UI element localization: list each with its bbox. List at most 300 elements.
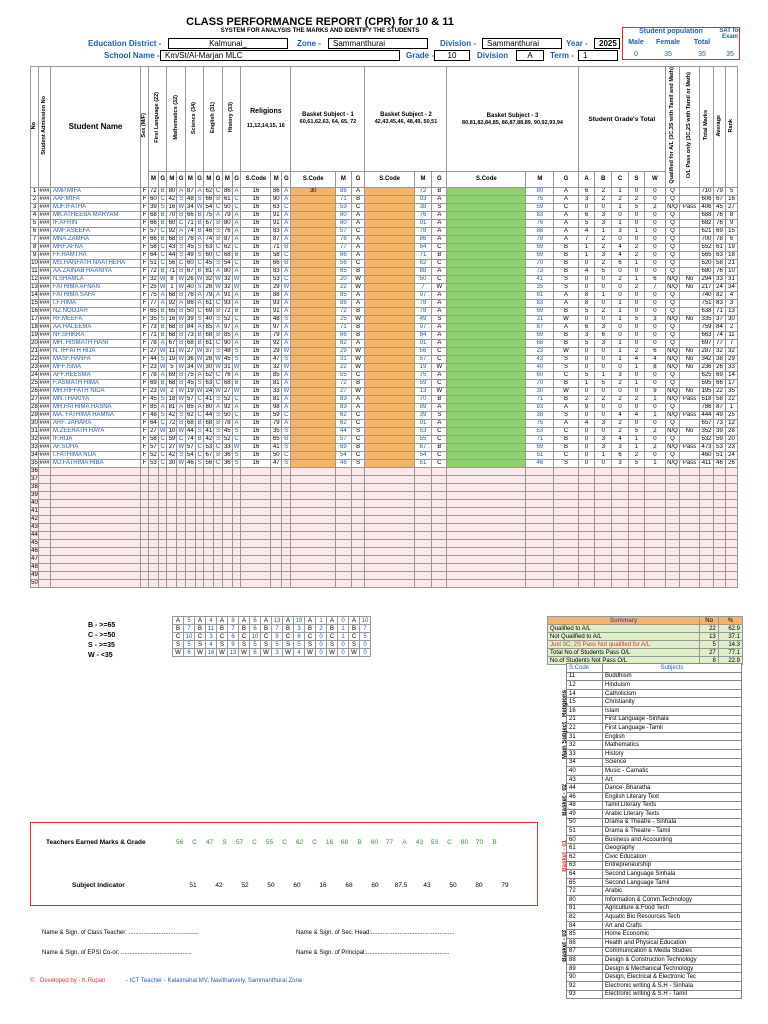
subject-code: 34 bbox=[567, 758, 603, 767]
cell: 67 bbox=[168, 339, 176, 346]
cell: C bbox=[554, 427, 578, 435]
cell bbox=[700, 515, 714, 523]
cell bbox=[526, 539, 554, 547]
subject-name: Electronic writing & S.H - Sinhala bbox=[602, 981, 741, 990]
cell: 287 bbox=[701, 347, 712, 354]
cell bbox=[554, 531, 578, 539]
cell: 460 bbox=[701, 451, 712, 458]
cell bbox=[195, 467, 204, 475]
cell: 0 bbox=[644, 451, 665, 459]
cell: 78 bbox=[526, 235, 554, 243]
cell bbox=[612, 571, 629, 579]
cell: 22 bbox=[335, 363, 351, 371]
cell: F bbox=[141, 427, 149, 435]
cell: 68 bbox=[223, 379, 231, 386]
subject-row bbox=[567, 896, 742, 905]
cell bbox=[365, 291, 414, 299]
cell: F bbox=[141, 291, 149, 299]
cell: A bbox=[432, 219, 447, 227]
cell: 58 bbox=[272, 251, 280, 258]
cell: 10 bbox=[168, 427, 176, 434]
cell: 411 bbox=[700, 459, 714, 467]
cell: Pass bbox=[680, 459, 700, 467]
cell: C bbox=[432, 379, 447, 387]
cell bbox=[628, 571, 644, 579]
cell: 35 bbox=[526, 283, 554, 291]
cell: 56 bbox=[168, 259, 176, 266]
cell: 65 bbox=[335, 267, 351, 275]
cell bbox=[204, 515, 214, 523]
cell bbox=[351, 531, 365, 539]
cell bbox=[167, 555, 177, 563]
cell bbox=[351, 571, 365, 579]
cell bbox=[644, 579, 665, 587]
cell bbox=[158, 547, 167, 555]
cell: 85 bbox=[205, 323, 213, 330]
cell bbox=[414, 523, 431, 531]
cell: W bbox=[178, 427, 184, 434]
cell: B bbox=[195, 211, 204, 219]
dist-cell: B bbox=[173, 625, 184, 633]
indicator-label: Subject Indicator bbox=[72, 882, 125, 889]
cell bbox=[214, 523, 223, 531]
cell: 0 bbox=[578, 435, 595, 443]
cell bbox=[526, 499, 554, 507]
cell: Q bbox=[666, 187, 680, 195]
cell: A bbox=[554, 187, 578, 195]
year-field[interactable]: 2025 bbox=[594, 38, 620, 49]
table-row bbox=[31, 315, 738, 323]
cell bbox=[222, 491, 232, 499]
cell bbox=[666, 531, 680, 539]
cell bbox=[680, 187, 700, 195]
cell: B bbox=[177, 323, 186, 331]
cell: S bbox=[432, 315, 447, 323]
subject-code: 11 bbox=[567, 672, 603, 681]
grade-field[interactable]: 10 bbox=[434, 50, 470, 61]
cell bbox=[204, 539, 214, 547]
cell: 1 bbox=[595, 371, 612, 379]
cell: 0 bbox=[644, 195, 665, 203]
cell bbox=[195, 579, 204, 587]
cell: 5 bbox=[595, 379, 612, 387]
cell: 70 bbox=[168, 211, 176, 218]
cell: 14 bbox=[726, 371, 738, 379]
cell: 27 bbox=[726, 203, 738, 211]
cell: 5 bbox=[578, 339, 595, 347]
sign-class-teacher: Name & Sign. of Class Teacher: .......................................... bbox=[42, 930, 199, 936]
subject-name: Arabic Literary Texts bbox=[602, 810, 741, 819]
cell: 78 bbox=[714, 235, 726, 243]
cell: 40 bbox=[205, 315, 213, 322]
cell: 236 bbox=[701, 363, 712, 370]
cell: S bbox=[554, 355, 578, 363]
cell bbox=[700, 523, 714, 531]
subject-row bbox=[567, 835, 742, 844]
cell: 1 bbox=[644, 395, 665, 403]
cell bbox=[447, 243, 526, 251]
cell: 68 bbox=[168, 379, 176, 386]
subject-row bbox=[567, 801, 742, 810]
cell: 26 bbox=[205, 355, 213, 362]
cell: A bbox=[282, 211, 291, 219]
cell bbox=[167, 563, 177, 571]
cell bbox=[447, 307, 526, 315]
cell: 91 bbox=[272, 211, 280, 218]
cell: 53 bbox=[205, 443, 213, 450]
cell: 2 bbox=[628, 451, 644, 459]
cell: 37 bbox=[31, 475, 38, 482]
cell bbox=[666, 539, 680, 547]
report-subtitle: SYSTEM FOR ANALYSIS THE MARKS AND IDENTIFY THE STUDENTS bbox=[220, 28, 420, 34]
dist-cell: 5 bbox=[184, 617, 195, 625]
cell: Q bbox=[666, 195, 680, 203]
subject-row bbox=[567, 689, 742, 698]
cell: 86 bbox=[187, 299, 194, 306]
cell: B bbox=[554, 259, 578, 267]
division-field[interactable]: Sammanthurai bbox=[482, 38, 562, 49]
cell: W bbox=[351, 315, 365, 323]
cell bbox=[447, 395, 526, 403]
cell: B bbox=[195, 267, 204, 275]
indicator-value: 51 bbox=[189, 882, 197, 889]
subhead-m-17: M bbox=[414, 172, 431, 187]
cell: 79 bbox=[272, 331, 280, 338]
cell bbox=[680, 307, 700, 315]
cell: 520 bbox=[701, 259, 712, 266]
cell: 39 bbox=[187, 315, 194, 322]
cell: I.FATHIMA NIJA bbox=[51, 451, 141, 459]
cell: 75 bbox=[187, 371, 194, 378]
cell bbox=[700, 491, 714, 499]
cell bbox=[351, 507, 365, 515]
cell bbox=[291, 371, 336, 379]
cell: 47 bbox=[272, 355, 280, 362]
cell bbox=[351, 547, 365, 555]
cell: W bbox=[215, 387, 221, 394]
cell: 53 bbox=[526, 427, 554, 435]
cell bbox=[291, 347, 336, 355]
cell bbox=[271, 563, 282, 571]
cell bbox=[414, 539, 431, 547]
cell bbox=[666, 547, 680, 555]
cell: S bbox=[232, 355, 241, 363]
cell bbox=[680, 403, 700, 411]
cell bbox=[185, 515, 195, 523]
cell bbox=[51, 499, 141, 507]
cell: F bbox=[141, 275, 149, 283]
cell bbox=[141, 499, 149, 507]
cell: F bbox=[141, 187, 149, 195]
cell: 740 bbox=[701, 291, 712, 298]
cell: 0 bbox=[612, 403, 629, 411]
cell: A bbox=[214, 291, 223, 299]
dist-cell: A bbox=[173, 617, 184, 625]
cell: C bbox=[177, 259, 186, 267]
cell bbox=[680, 547, 700, 555]
subject-code: 22 bbox=[567, 724, 603, 733]
subject-code: 32 bbox=[567, 741, 603, 750]
cell: A bbox=[195, 371, 204, 379]
cell: 90 bbox=[223, 339, 231, 346]
cell: W bbox=[351, 355, 365, 363]
cell: 55 bbox=[335, 371, 351, 379]
col-pass: O/L Pass only (3C,2S with Tamil or Math) bbox=[686, 72, 692, 179]
cell: 16 bbox=[241, 315, 271, 323]
cell: A bbox=[432, 331, 447, 339]
cell: 73 bbox=[150, 323, 157, 330]
cell: B bbox=[214, 419, 223, 427]
cell: MFF.ISMA bbox=[51, 363, 141, 371]
cell: S bbox=[158, 203, 167, 211]
cell: 3 bbox=[612, 227, 629, 235]
dist-cell: S bbox=[217, 641, 228, 649]
cell: S bbox=[158, 411, 167, 419]
subject-name: First Language -Sinhala bbox=[602, 715, 741, 724]
table-row bbox=[31, 323, 738, 331]
dist-cell: C bbox=[195, 633, 206, 641]
cell bbox=[578, 499, 595, 507]
cell bbox=[700, 499, 714, 507]
cell bbox=[291, 555, 336, 563]
cell: 59 bbox=[414, 379, 431, 387]
cell: 83 bbox=[714, 299, 726, 307]
cell: 16 bbox=[241, 355, 271, 363]
cell: 91 bbox=[414, 219, 431, 227]
developer-info: - ICT Teacher - Kalaimahal MV, Navithanvely, Sammanthurai Zone bbox=[126, 978, 303, 984]
cell: A bbox=[554, 291, 578, 299]
cell: 759 bbox=[701, 323, 712, 330]
cell: 16 bbox=[241, 403, 271, 411]
cell: 5 bbox=[578, 307, 595, 315]
dist-cell: B bbox=[217, 625, 228, 633]
cell bbox=[526, 571, 554, 579]
cell: B bbox=[177, 371, 186, 379]
cell: ### bbox=[39, 459, 50, 466]
cell: ### bbox=[39, 307, 50, 314]
cell: C bbox=[351, 451, 365, 459]
cell: 39 bbox=[414, 411, 431, 419]
cell: 71 bbox=[714, 307, 726, 315]
cell: 2 bbox=[644, 427, 665, 435]
term-field[interactable]: 1 bbox=[578, 50, 618, 61]
cell: 76 bbox=[714, 219, 726, 227]
cell: 0 bbox=[578, 427, 595, 435]
cell: 75 bbox=[205, 211, 213, 218]
cell bbox=[595, 507, 612, 515]
cell bbox=[335, 475, 351, 483]
cell: 16 bbox=[241, 235, 271, 243]
school-field[interactable]: Km/St/Al-Marjan MLC bbox=[160, 50, 400, 61]
cell: 2 bbox=[578, 395, 595, 403]
cell: 6 bbox=[726, 235, 738, 243]
col-sex: Sex (M/F) bbox=[141, 113, 147, 138]
cell: S bbox=[282, 355, 291, 363]
teacher-value: 62 bbox=[295, 839, 304, 846]
dist-cell: 10 bbox=[184, 633, 195, 641]
cell bbox=[158, 475, 167, 483]
cell bbox=[526, 515, 554, 523]
cell: B bbox=[158, 323, 167, 331]
cell bbox=[666, 571, 680, 579]
cell: 6 bbox=[612, 259, 629, 267]
cell: S bbox=[214, 315, 223, 323]
cell: A bbox=[232, 187, 241, 195]
cell: 682 bbox=[701, 219, 712, 226]
zone-field[interactable]: Sammanthurai bbox=[328, 38, 428, 49]
term-label: Term - bbox=[550, 51, 574, 60]
cell: 0 bbox=[595, 427, 612, 435]
cell: 66 bbox=[205, 195, 213, 202]
division2-field[interactable]: A bbox=[516, 50, 544, 61]
cell: ### bbox=[39, 251, 50, 258]
cell bbox=[700, 571, 714, 579]
subject-code: 86 bbox=[567, 939, 603, 948]
cell bbox=[714, 579, 726, 587]
cell bbox=[612, 579, 629, 587]
cell: 195 bbox=[701, 387, 712, 394]
cell bbox=[526, 523, 554, 531]
cell bbox=[204, 547, 214, 555]
cell bbox=[195, 483, 204, 491]
table-row bbox=[31, 219, 738, 227]
cell bbox=[578, 579, 595, 587]
cell: 1 bbox=[31, 187, 39, 195]
cell: 31 bbox=[31, 427, 38, 434]
cell bbox=[271, 523, 282, 531]
cell: 10 bbox=[726, 267, 738, 275]
cell: MR.RIFFATH NIDA bbox=[51, 387, 141, 395]
cell: 606 bbox=[701, 195, 712, 202]
cell bbox=[204, 523, 214, 531]
cell: 12 bbox=[31, 275, 38, 282]
dist-cell: 10 bbox=[250, 633, 261, 641]
cell: W bbox=[159, 275, 166, 282]
subject-row bbox=[567, 973, 742, 982]
cell bbox=[351, 555, 365, 563]
subject-row bbox=[567, 749, 742, 758]
subject-code: 44 bbox=[567, 784, 603, 793]
cell: 27 bbox=[150, 427, 157, 434]
cell bbox=[628, 515, 644, 523]
cell bbox=[628, 523, 644, 531]
cell: A bbox=[432, 419, 447, 427]
cell bbox=[214, 507, 223, 515]
cell bbox=[447, 523, 526, 531]
subject-code: 80 bbox=[567, 896, 603, 905]
cell bbox=[365, 371, 414, 379]
cell bbox=[644, 531, 665, 539]
cell: B bbox=[432, 187, 447, 195]
cell: 69 bbox=[714, 227, 726, 235]
dist-cell: B bbox=[349, 625, 360, 633]
cell: 473 bbox=[701, 443, 712, 450]
table-row bbox=[31, 515, 738, 523]
cell: 22 bbox=[31, 355, 38, 362]
cell bbox=[680, 555, 700, 563]
cell: A bbox=[232, 419, 241, 427]
cell bbox=[680, 523, 700, 531]
table-row bbox=[31, 467, 738, 475]
cell: A bbox=[351, 187, 365, 195]
cell: 41 bbox=[526, 275, 554, 283]
district-field[interactable]: Kalmunai_ bbox=[168, 38, 288, 49]
cell: 0 bbox=[612, 363, 629, 371]
cell: 91 bbox=[272, 307, 280, 314]
cell bbox=[714, 467, 726, 475]
cell: 16 bbox=[241, 419, 271, 427]
cell: 71 bbox=[335, 323, 351, 331]
dist-cell: 5 bbox=[294, 641, 305, 649]
cell: F bbox=[141, 419, 149, 427]
cell: S bbox=[554, 275, 578, 283]
subject-code: 90 bbox=[567, 973, 603, 982]
cell: 62 bbox=[187, 411, 194, 418]
cell bbox=[714, 523, 726, 531]
cell: S bbox=[282, 443, 291, 451]
cell: 663 bbox=[701, 331, 712, 338]
cell: 31 bbox=[223, 363, 231, 370]
cell: 0 bbox=[628, 331, 644, 339]
cell: A bbox=[158, 371, 167, 379]
cell bbox=[447, 563, 526, 571]
cell bbox=[666, 483, 680, 491]
cell bbox=[291, 387, 336, 395]
cell: 23 bbox=[150, 387, 157, 394]
cell bbox=[185, 523, 195, 531]
cell: 46 bbox=[187, 459, 194, 466]
dist-cell: W bbox=[217, 649, 228, 657]
dist-cell: A bbox=[283, 617, 294, 625]
cell bbox=[726, 515, 738, 523]
cell bbox=[222, 539, 232, 547]
cell bbox=[714, 491, 726, 499]
cell bbox=[158, 499, 167, 507]
cell: F bbox=[141, 387, 149, 395]
cell: Q bbox=[666, 251, 680, 259]
cell: W bbox=[215, 275, 221, 282]
cell bbox=[526, 467, 554, 475]
teacher-value: 56 bbox=[175, 839, 184, 846]
cell: 68 bbox=[187, 339, 194, 346]
cell: 16 bbox=[241, 259, 271, 267]
cell: Q bbox=[666, 419, 680, 427]
cell bbox=[447, 211, 526, 219]
cell: B bbox=[214, 195, 223, 203]
cell: 38 bbox=[414, 203, 431, 211]
cell: F bbox=[141, 411, 149, 419]
cell bbox=[666, 491, 680, 499]
subject-code: 85 bbox=[567, 930, 603, 939]
subject-row bbox=[567, 672, 742, 681]
cell: ARF. JAHARA bbox=[51, 419, 141, 427]
cell bbox=[365, 563, 414, 571]
cell: 71 bbox=[526, 395, 554, 403]
cell: W bbox=[178, 315, 184, 322]
cell: 2 bbox=[628, 195, 644, 203]
cell bbox=[554, 483, 578, 491]
cell: 45 bbox=[223, 427, 231, 434]
cell: 0 bbox=[644, 371, 665, 379]
dist-cell: 5 bbox=[184, 641, 195, 649]
cell: S bbox=[554, 283, 578, 291]
female-count: 35 bbox=[664, 51, 672, 58]
cell: 0 bbox=[644, 219, 665, 227]
cell bbox=[554, 475, 578, 483]
summary-cell: 62.9 bbox=[718, 625, 742, 633]
cell: A bbox=[177, 187, 186, 195]
cell bbox=[447, 363, 526, 371]
